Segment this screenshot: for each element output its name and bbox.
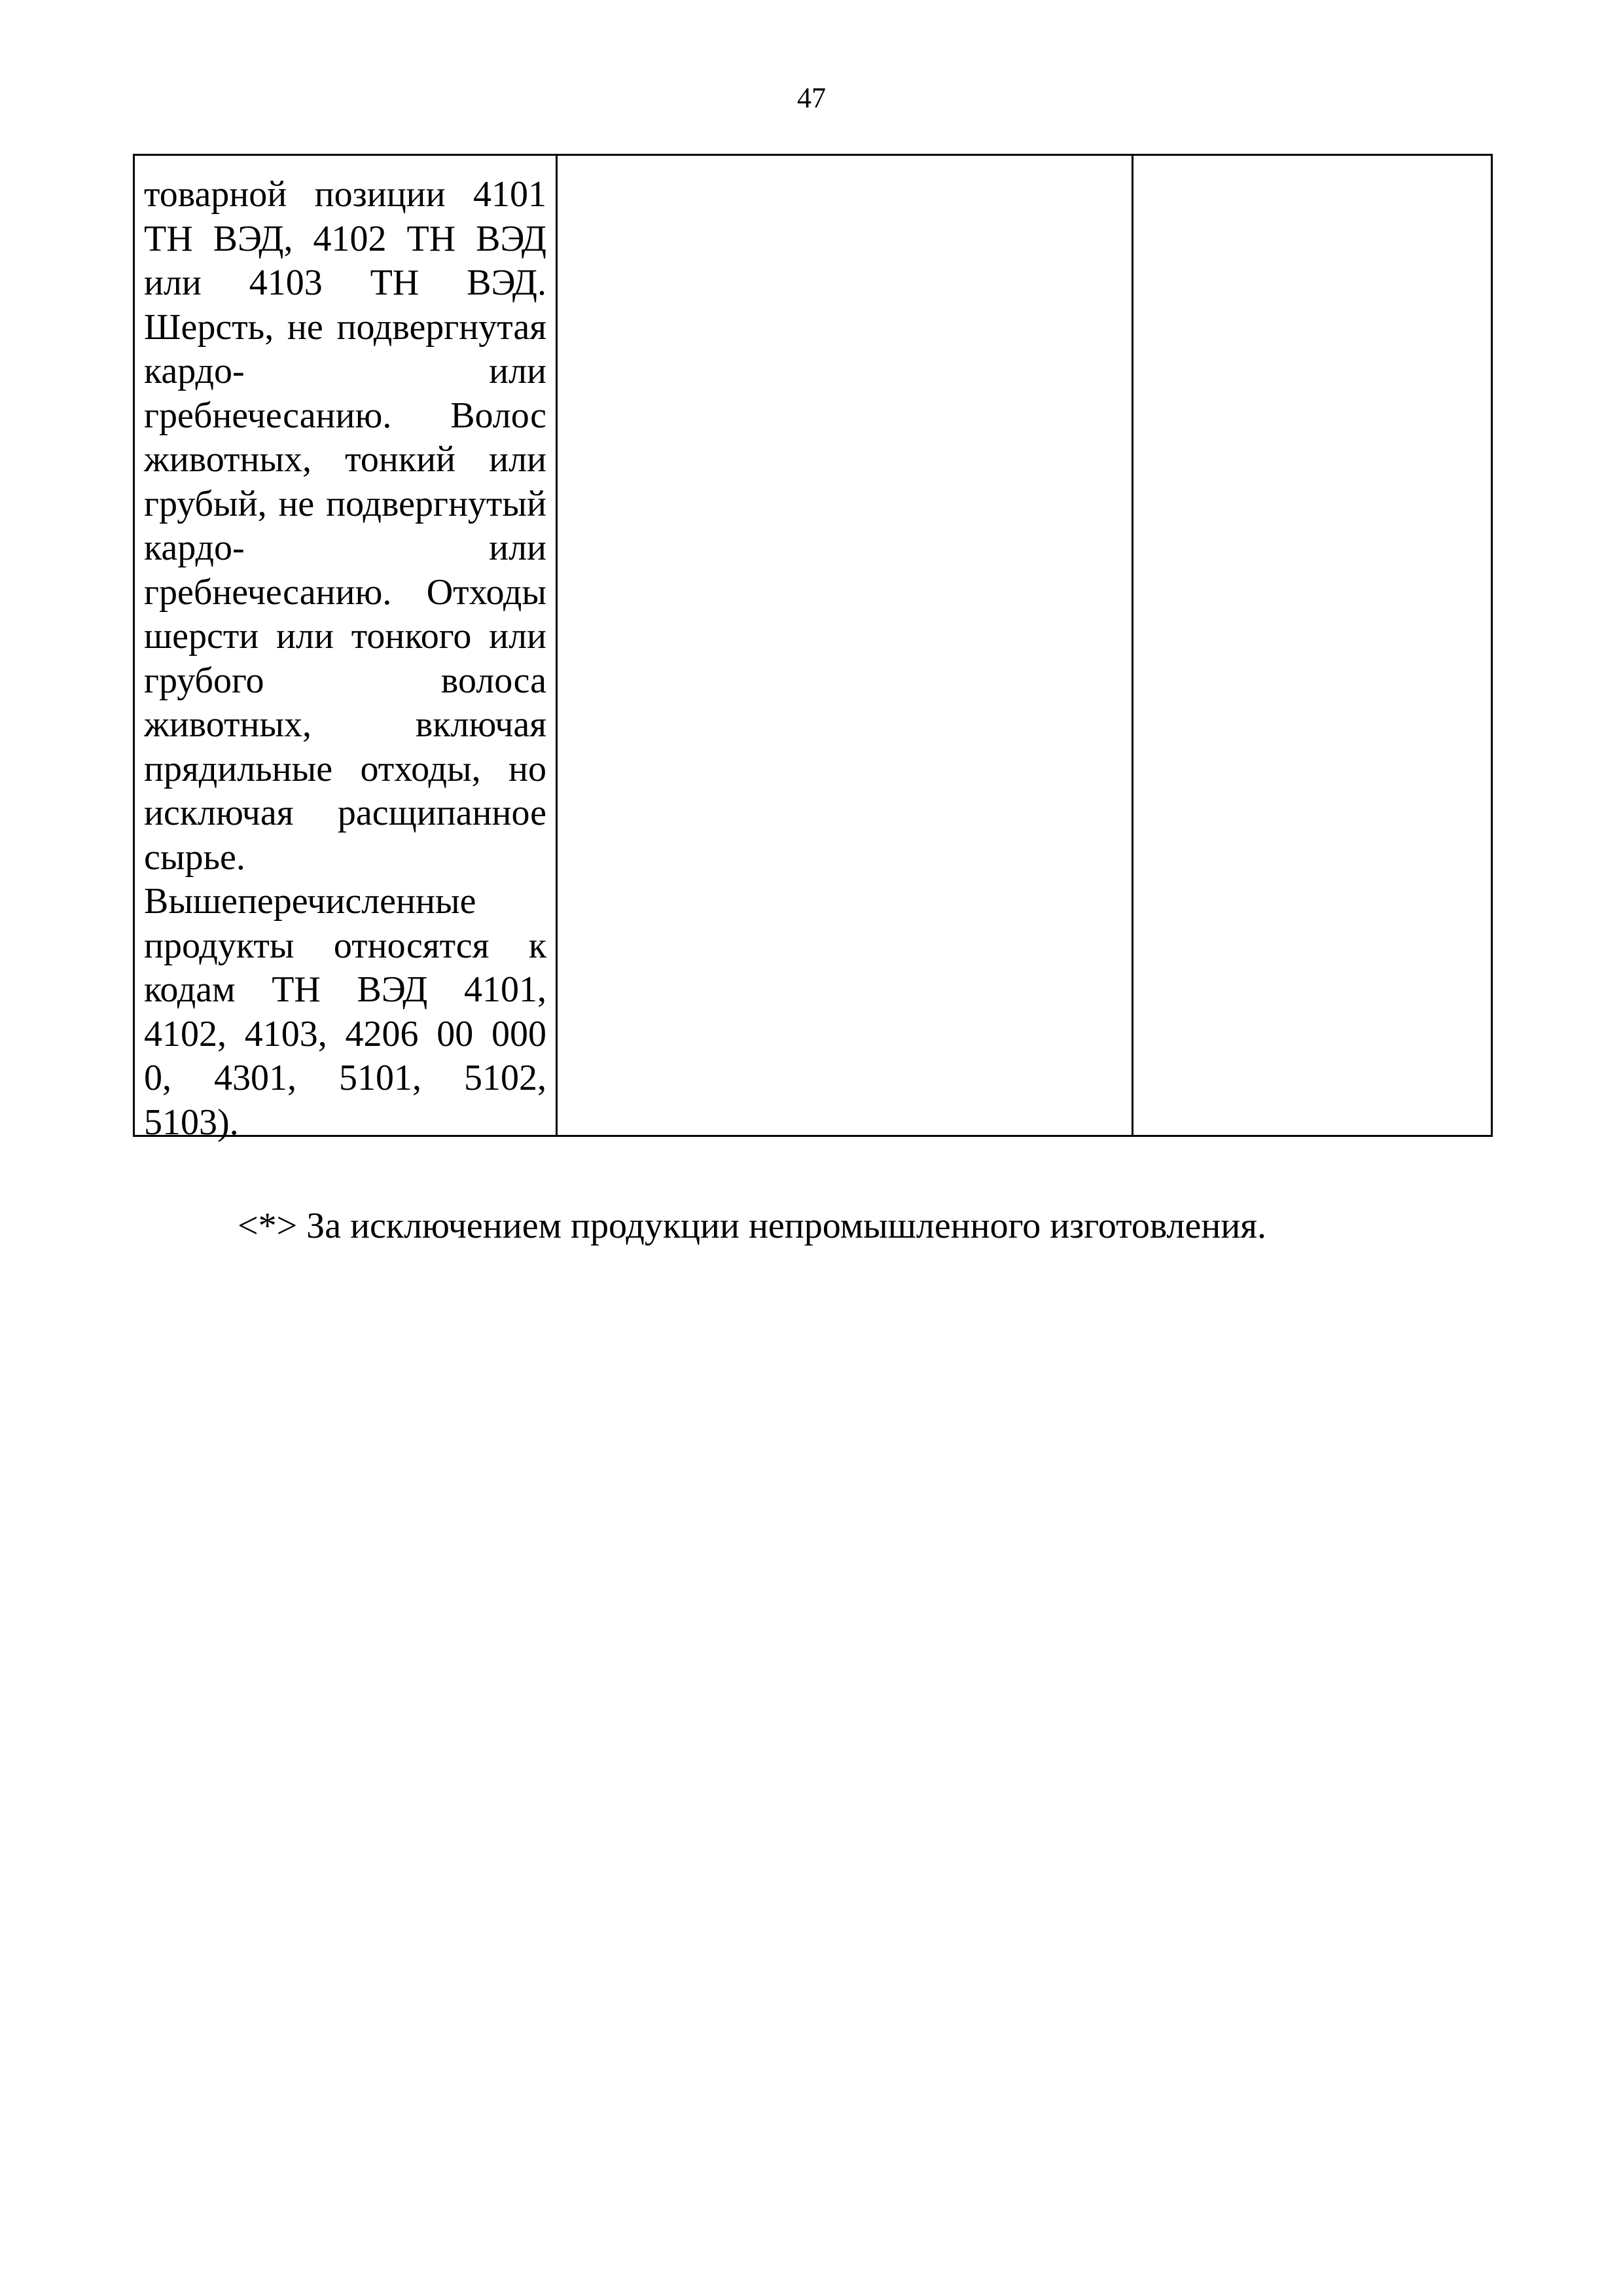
page-number: 47 <box>797 82 826 114</box>
cell-text <box>1133 156 1491 1135</box>
description-text: товарной позиции 4101 ТН ВЭД, 4102 ТН ВЭД или 4103 ТН ВЭД. Шерсть, не подвергнутая кардо- или гребнечесанию. Волос животных, тонкий или грубый, не подвергнутый кардо- или гребнечесанию. Отходы шерсти или тонкого или грубого волоса животных, включая прядильные отходы, но исключая расщипанное сырье. Вышеперечисленные продукты относятся к кодам ТН ВЭД 4101, 4102, 4103, 4206 00 000 0, 4301, 5101, 5102, 5103). <box>144 174 546 1143</box>
cell-text <box>558 156 1132 1135</box>
table-cell-description <box>134 155 557 1143</box>
table-row <box>134 155 1492 1136</box>
footnote: <*> За исключением продукции непромышленного изготовления. <box>238 1206 1267 1246</box>
table-cell-empty <box>557 155 1133 1136</box>
table-cell-empty <box>1133 155 1492 1136</box>
document-table <box>133 154 1493 1143</box>
